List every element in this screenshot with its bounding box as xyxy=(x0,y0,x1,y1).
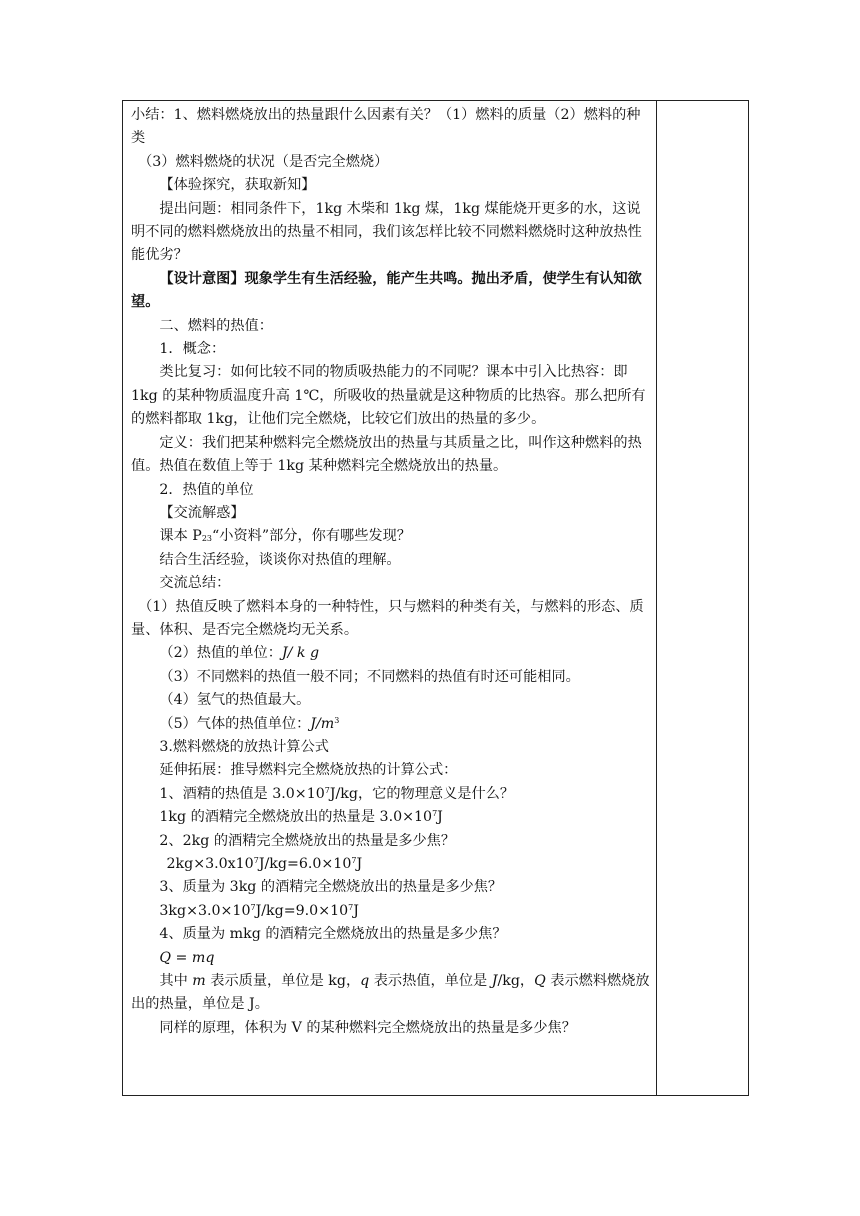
lesson-table xyxy=(122,100,749,1096)
answer-2: $2kg\times 3.0x10^7J/kg=6.0\times 10^7J$ xyxy=(166,856,363,872)
definition-paragraph: 定义：我们把某种燃料完全燃烧放出的热量与其质量之比，叫作这种燃料的热值。热值在数值上等于 1kg 某种燃料完全燃烧放出的热量。 xyxy=(131,434,642,475)
question-paragraph: 提出问题：相同条件下，1kg 木柴和 1kg 煤，1kg 煤能烧开更多的水，这说明不同的燃料燃烧放出的热量不相同，我们该怎样比较不同燃料燃烧时这种放热性能优劣？ xyxy=(131,200,642,264)
formula-heading: 3.燃料燃烧的放热计算公式 xyxy=(159,738,329,755)
question-2: 2、2kg 的酒精完全燃烧放出的热量是多少焦？ xyxy=(159,832,456,849)
column-divider xyxy=(656,101,657,1095)
formula-explanation: 其中 m 表示质量，单位是 kg，q 表示热值，单位是 J/kg，Q 表示燃料燃烧放出的热量，单位是 J。 xyxy=(131,973,650,1013)
section-heading-discuss: 【交流解惑】 xyxy=(159,504,245,521)
formula: Q = mq xyxy=(159,949,215,966)
life-experience-line: 结合生活经验，谈谈你对热值的理解。 xyxy=(159,551,401,568)
question-1: 1、酒精的热值是 $3.0\times 10^7J/kg$，它的物理意义是什么？ xyxy=(159,785,515,802)
answer-1: 1kg 的酒精完全燃烧放出的热量是 $3.0\times 10^7J$ xyxy=(159,809,443,826)
summary-heading: 交流总结： xyxy=(159,575,231,592)
unit-heading: 2．热值的单位 xyxy=(159,481,254,498)
textbook-reference: 课本 $P_{23}“$小资料”部分，你有哪些发现？ xyxy=(159,528,411,545)
concept-heading: 1．概念： xyxy=(159,341,226,358)
point-2: （2）热值的单位：J/ k g xyxy=(159,645,320,662)
point-1: （1）热值反映了燃料本身的一种特性，只与燃料的种类有关，与燃料的形态、质量、体积、是否完全燃烧均无关系。 xyxy=(131,598,644,638)
analogy-paragraph: 类比复习：如何比较不同的物质吸热能力的不同呢？课本中引入比热容：即 1kg 的某种物质温度升高 1℃，所吸收的热量就是这种物质的比热容。那么把所有的燃料都取 1kg，让他们完全燃烧，比较它们放出的热量的多少。 xyxy=(131,364,646,428)
point-4: （4）氢气的热值最大。 xyxy=(159,692,311,709)
point-3: （3）不同燃料的热值一般不同；不同燃料的热值有时还可能相同。 xyxy=(159,668,580,685)
question-3: 3、质量为 3kg 的酒精完全燃烧放出的热量是多少焦？ xyxy=(159,879,503,896)
question-4: 4、质量为 mkg 的酒精完全燃烧放出的热量是多少焦？ xyxy=(159,926,507,943)
design-intent: 【设计意图】现象学生有生活经验，能产生共鸣。抛出矛盾，使学生有认知欲望。 xyxy=(131,270,642,311)
section-heading-explore: 【体验探究，获取新知】 xyxy=(159,177,316,194)
answer-3: $3kg\times 3.0\times 10^7J/kg=9.0\times 10^7J$ xyxy=(159,902,359,919)
volume-question: 同样的原理，体积为 V 的某种燃料完全燃烧放出的热量是多少焦？ xyxy=(159,1019,576,1036)
extension-line: 延伸拓展：推导燃料完全燃烧放热的计算公式： xyxy=(159,762,458,779)
summary-line: 小结：1、燃料燃烧放出的热量跟什么因素有关？（1）燃料的质量（2）燃料的种类 xyxy=(131,107,641,147)
point-5: （5）气体的热值单位：$J/m^3$ xyxy=(159,715,340,732)
lesson-content-cell xyxy=(131,104,651,1040)
summary-line-3: （3）燃料燃烧的状况（是否完全燃烧） xyxy=(138,153,389,170)
section-heading-heat-value: 二、燃料的热值： xyxy=(159,317,273,334)
